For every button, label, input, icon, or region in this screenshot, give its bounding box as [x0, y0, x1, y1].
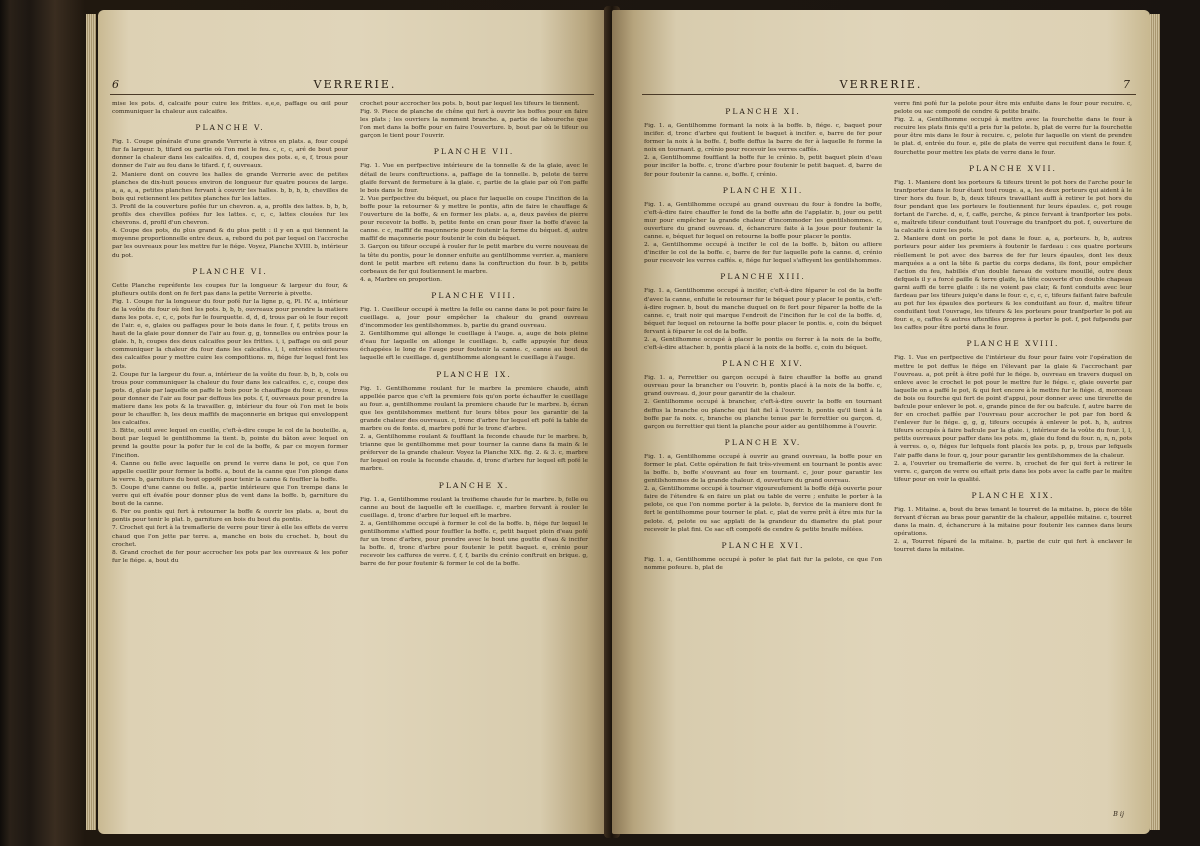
figure-paragraph: 2. Gentilhomme occupé à brancher, c'eft-à-dire ouvrir la boffe en tournant deffus la branche ou planche qui fait fiel à l'ouvrir. b, pontis qu'il tient à la boffe par fa noix. c, branche ou planche tenue par le ferrettier ou garçon. d, garçon ou ferrettier qui tient la planche pour aider au gentilhomme à l'ouvrir. [644, 399, 882, 430]
right-head-rule [642, 94, 1136, 95]
plate-heading: PLANCHE V. [195, 123, 265, 133]
plate-heading: PLANCHE XIII. [720, 272, 806, 282]
plate-heading: PLANCHE XVIII. [966, 339, 1060, 349]
right-page [612, 10, 1150, 834]
figure-paragraph: 2. a, Tourret féparé de la mitaine. b, partie de cuir qui fert à enclaver le tourret dans la mitaine. [894, 539, 1132, 554]
figure-paragraph: 2. a, Gentilhomme roulant & foufflant la feconde chaude fur le marbre. b, trianne que le gentilhomme met pour tourner la canne dans fa main & le préferver de la grande chaleur. Voyez la Planche XIX. fig. 2. & 3. c, marbre fur lequel on roule la feconde chaude. d, tronc d'arbre fur lequel eft pofé le marbre. [360, 434, 588, 473]
figure-paragraph: Fig. 1. Gentilhomme roulant fur le marbre la premiere chaude, ainfi appellée parce que c'eft la premiere fois qu'on porte échauffer le cueillage au four. a, gentilhomme roulant la premiere chaude fur le marbre. b, écran que les gentilshommes mettent fur leurs têtes pour les garantir de la grande chaleur des ouvreaux. c, tronc d'arbre fur lequel eft pofé la table de marbre ou de fonte. d, marbre pofé fur le tronc d'arbre. [360, 385, 588, 432]
right-column-1 [644, 100, 882, 820]
figure-paragraph: 7. Crochet qui fert à la tremaflerie de verre pour tirer à elle les effets de verre chaud que l'on jette par terre. a, manche en bois du crochet. b, bout du crochet. [112, 525, 348, 548]
figure-paragraph: Fig. 9. Piece de planche de chêne qui fert à ouvrir les boffes pour en faire les plats ; les ouvriers la nomment branche. a, partie de laboureche que l'on met dans la boffe pour en faire l'ouverture. b, bout par où le tifeur ou garçon le tient pour l'ouvrir. [360, 109, 588, 140]
left-column-1 [112, 100, 348, 820]
figure-paragraph: 4. Canne ou felle avec laquelle on prend le verre dans le pot, ce que l'on appelle cueillir pour former la boffe. a, bout de la canne que l'on plonge dans le verre. b, garniture du bout oppofé pour tenir la canne & fouffler la boffe. [112, 460, 348, 483]
figure-paragraph: Fig. 1. Maniere dont les porteurs & tifeurs tirent le pot hors de l'arche pour le tranfporter dans le four étant tout rouge. a, a, les deux porteurs qui aident à le tirer hors du four. b, b, deux tifeurs travaillant auffi à retirer le pot hors du four pendant que les porteurs le foutiennent fur leurs épaules. c, pot rouge fortant de l'arche. d, e, f, caffe, perche, & pince fervant à tranfporter les pots. e, maîtrefe tifeur conduifant tout l'ouvrage du tranfport du pot. f, ouverture de la calcaife à cuire les pots. [894, 179, 1132, 235]
left-column-2 [360, 100, 588, 820]
figure-paragraph: 2. a, l'ouvrier ou tremaflerie de verre. b, crochet de fer qui fert à retirer le verre. c, garçon de verre ou eftait pris dans les pots avec la caffe par le maître tifeur pour en voir la qualité. [894, 460, 1132, 483]
figure-paragraph: 5. Coupe d'une canne ou felle. a, partie intérieure que l'on trempe dans le verre qui eft évafée pour donner plus de vent dans la boffe. b, garniture du bout de la canne. [112, 484, 348, 508]
figure-paragraph: 2. a, Gentilhomme foufflant la boffe fur le crénio. b, petit baquet plein d'eau pour incifer la boffe. c, tronc d'arbre pour foutenir le petit baquet. d, barre de fer pour foutenir la canne. e, boffe. f, crénio. [644, 155, 882, 178]
figure-paragraph: Fig. 1. a, Gentilhomme roulant la troifieme chaude fur le marbre. b, felle ou canne au bout de laquelle eft le cueillage. c, marbre fervant à rouler le cueillage. d, tronc d'arbre fur lequel eft le marbre. [360, 496, 588, 519]
right-running-title: VERRERIE. [839, 78, 923, 91]
figure-paragraph: 4. Coupe des pots, du plus grand & du plus petit : il y en a qui tiennent la moyenne proportionnelle entre deux. a, rebord du pot par lequel on l'accroche par les ouvreaux pour les mettre fur le fiége. Voyez, Planche XVIII. b, intérieur du pot. [112, 228, 348, 259]
plate-heading: PLANCHE VII. [433, 147, 515, 157]
figure-paragraph: Fig. 1. a, Gentilhomme occupé à incifer, c'eft-à-dire féparer le col de la boffe d'avec la canne, enfuite le retourner fur le béquet pour y placer le pontis, c'eft-à-dire rogner. b, bout du manche duquel on fe fert pour féparer la boffe de la canne. c, trait noir qui marque l'endroit de l'incifion fur le col de la boffe. d, béquet fur lequel on retourne la boffe pour placer le pontis. e, coin du béquet fervant à féparer le col de la boffe. [644, 288, 882, 335]
figure-paragraph: crochet pour accrocher les pots. b, bout par lequel les tifeurs le tiennent. [360, 101, 580, 107]
left-running-head [98, 74, 612, 96]
figure-paragraph: Fig. 1. a, Ferrettier ou garçon occupé à faire chauffer la boffe au grand ouvreau pour la brancher ou l'ouvrir. b, pontis placé à la noix de la boffe. c, grand ouvreau. d, jour pour garantir de la chaleur. [644, 375, 882, 398]
figure-paragraph: 2. a, Gentilhomme occupé à placer le pontis ou ferrer à la noix de la boffe, c'eft-à-dire attacher. b, pontis placé à la noix de la boffe. c, coin du béquet. [644, 336, 882, 352]
left-page [98, 10, 612, 834]
plate-heading: PLANCHE XVI. [721, 540, 805, 550]
figure-paragraph: 2. Maniere dont on couvre les halles de grande Verrerie avec de petites planches de dix-huit pouces environ de longueur fur quatre pouces de large. a, a, a, a, petites planches fervant à couvrir les halles. b, b, b, b, chevilles de bois qui retiennent les petites planches fur les lattes. [112, 171, 348, 202]
figure-paragraph: 2. a, Gentilhomme occupé à incifer le col de la boffe. b, bâton ou afliere d'incifer le col de la boffe. c, barre de fer fur laquelle pofe la canne. d, crénio pour recevoir les verres caffés. e, fiége fur lequel s'affeyent les gentilshommes. [644, 242, 882, 265]
figure-paragraph: 2. Coupe fur la largeur du four. a, intérieur de la voûte du four. b, b, b, cols ou trous pour communiquer la chaleur du four dans les calcaifes. c, c, coupe des pots. d, glaie par laquelle on paffe le bois pour le chauffage du four. e, e, trous pour donner de l'air au four par deffous les pots. f, f, ouvreaux pour prendre la matiere dans les pots & la travailler. g, intérieur du four où l'on met le bois pour le chauffer. h, les deux maffifs de maçonnerie en brique qui enveloppent les calcaifes. [112, 371, 348, 427]
figure-paragraph: mise les pots. d, calcaife pour cuire les frittes. e,e,e, paffage ou œil pour communiquer la chaleur aux calcaifes. [112, 101, 348, 116]
right-column-2 [894, 100, 1132, 820]
figure-paragraph: Fig. 2. a, Gentilhomme occupé à mettre avec la fourchette dans le four à recuire les plats finis qu'il a pris fur la pelote. b, plat de verre fur la fourchette pour être mis dans le four à recuire. c, pelote fur laquelle on vient de prendre le plat. d, entrée du four. e, pile de plats de verre qui recuifent dans le four. f, fourchette pour mettre les plats de verre dans le four. [894, 117, 1132, 156]
figure-paragraph: Fig. 1. a, Gentilhomme formant la noix à la boffe. b, fiége. c, baquet pour incifer. d, tronc d'arbre qui foutient le baquet à incifer. e, barre de fer pour former la noix à la boffe. f, boffe deffus la barre de fer à laquelle fe forme la noix en tournant. g, crénio pour recevoir les verres caffés. [644, 123, 882, 154]
plate-heading: PLANCHE XII. [722, 185, 804, 195]
plate-heading: PLANCHE XI. [725, 107, 801, 116]
figure-paragraph: 2. Maniere dont on porte le pot dans le four. a, a, porteurs. b, b, autres porteurs pour aider les premiers à foutenir le fardeau : ces quatre porteurs réellement le pot avec des barres de fer fur leurs épaules, dont les deux marquées a a ont la tête & partie du corps dedans, ils font, pour empêcher l'action du feu, habillés d'un double fareau de voiture mouillé, outre deux defquels il y a forcé paille & terre glaife, la tête couverte d'un double chapeau garni auffi de terre glaife : ils ne voient pas clair, & font conduits avec leur fardeau par les tifeurs juiqu'e dans le four. c, c, c, c, tifeurs faifant faire bafcule au pot fur les épaules des porteurs & les conduifant au four. d, maître tifeur conduifant tout l'ouvrage, les tifeurs & les porteurs pour tranfporter le pot au four. e, e, caffes & autres uftenfiles propres à porter le pot. f, pot fufpendu par les caffes pour être porté dans le four. [894, 236, 1132, 332]
left-head-rule [110, 94, 594, 95]
plate-heading: PLANCHE X. [438, 480, 510, 490]
signature-mark: B ij [1113, 810, 1124, 818]
left-page-number: 6 [112, 78, 121, 91]
plate-heading: PLANCHE XVII. [969, 163, 1057, 173]
figure-paragraph: 6. Fer ou pontis qui fert à retourner la boffe & ouvrir les plats. a, bout du pontis pour tenir le plat. b, garniture en bois du bout du pontis. [112, 509, 348, 524]
plate-heading: PLANCHE XIX. [971, 490, 1055, 500]
right-page-number: 7 [1123, 78, 1132, 91]
figure-paragraph: verre fini pofé fur la pelote pour être mis enfuite dans le four pour recuire. c, pelote ou sac compofé de cendre & petite braife. [894, 101, 1132, 116]
figure-paragraph: Fig. 1. a, Gentilhomme occupé à ouvrir au grand ouvreau, la boffe pour en former le plat. Cette opération fe fait très-vivement en tournant le pontis avec la boffe. b, boffe s'ouvrant au four en tournant. c, jour pour garantir les gentilshommes de la grande chaleur. d, ouverture du grand ouvreau. [644, 453, 882, 485]
figure-paragraph: Fig. 1. Coupe générale d'une grande Verrerie à vitres en plats. a, four coupé fur fa largeur. b, tifard ou partie où l'on met le feu. c, c, c, aré de bout pour donner la chaleur dans les calcaifes. d, d, coupes des pots. e, e, f, trous pour donner de l'air au feu dans le tifard. f, f, ouvreaux. [112, 139, 348, 170]
plate-heading: PLANCHE IX. [436, 369, 512, 379]
figure-paragraph: Fig. 1. a, Gentilhomme occupé au grand ouvreau du four à fondre la boffe, c'eft-à-dire faire chauffer le fond de la boffe afin de l'applatir. b, jour ou petit mur pour empêcher la grande chaleur d'incommoder les gentilshommes. c, ouverture du grand ouvreau. d, échancrure faite à la joue pour foutenir la canne. e, béquet fur lequel on retourne la boffe pour placer le pontis. [644, 201, 882, 241]
figure-paragraph: 3. Profil de la couverture pofée fur un chevron. a, a, profils des lattes. b, b, b, profils des chevilles pofées fur les lattes. c, c, c, lattes clouées fur les chevrons. d, profil d'un chevron. [112, 203, 348, 227]
figure-paragraph: 2. Gentilhomme qui allonge le cueillage à l'auge. a, auge de bois pleine d'eau fur laquelle on allonge le cueillage. b, caffe appuyée fur deux échappées le long de l'auge pour foutenir la canne. c, canne au bout de laquelle eft le cueillage. d, gentilhomme alongeant le cueillage à l'auge. [360, 331, 588, 362]
plate-heading: PLANCHE VI. [192, 266, 268, 276]
figure-paragraph: Fig. 1. a, Gentilhomme occupé à pofer le plat fait fur la pelote, ce que l'on nomme pofeure. b, plat de [644, 556, 882, 571]
plate-heading: PLANCHE XV. [724, 437, 802, 447]
figure-paragraph: 4. a, Marbre en proportion. [360, 276, 442, 283]
left-running-title: VERRERIE. [313, 78, 397, 91]
figure-paragraph: Fig. 1. Vue en perfpective intérieure de la tonnelle & de la glaie, avec le détail de leurs conftructions. a, paffage de la tonnelle. b, pelote de terre glaife fervant de fermeture à la glaie. c, partie de la glaie par où l'on paffe le bois dans le four. [360, 163, 588, 194]
figure-paragraph: 3. Garçon ou tifeur occupé à rouler fur le petit marbre du verre nouveau de la tête du pontis, pour le donner enfuite au gentilhomme verrier. a, maniere dont le petit marbre eft retenu dans la conftruction du four. b b, petits corbeaux de fer qui foutiennent le marbre. [360, 244, 588, 275]
figure-paragraph: Fig. 1. Mitaine. a, bout du bras tenant le tourret de la mitaine. b, piece de tôle fervant d'écran au bras pour garantir de la chaleur, appellée mitaine. c, tourret dans la main. d, échancrure à la mitaine pour foutenir les cannes dans leurs opérations. [894, 506, 1132, 538]
right-running-head [612, 74, 1150, 96]
figure-paragraph: 2. a, Gentilhomme occupé à tourner vigoureufement la boffe déjà ouverte pour faire de l'étendre & en faire un plat ou table de verre ; enfuite le porter à la pelote, ce que l'on nomme porter à la pelote. b, fervice de la maniere dont fe fert le gentilhomme pour tourner le plat. c, plat de verre prêt à être mis fur la pelote. d, pelote ou sac applati de la grandeur du diametre du plat pour recevoir le plat fini. Ce sac eft compofé de cendre & petite braife mêlées. [644, 486, 882, 533]
right-fore-edge [1150, 14, 1160, 830]
plate-heading: PLANCHE XIV. [722, 359, 804, 369]
figure-paragraph: Fig. 1. Cueilleur occupé à mettre la felle ou canne dans le pot pour faire le cueillage. a, jour pour empêcher la chaleur du grand ouvreau d'incommoder les gentilshommes. b, partie du grand ouvreau. [360, 306, 588, 330]
figure-paragraph: Cette Planche repréfente les coupes fur la longueur & largeur du four, & plufieurs outils dont on fe fert pas dans la petite Verrerie à pivette. [112, 282, 348, 297]
figure-paragraph: 2. a, Gentilhomme occupé à former le col de la boffe. b, fiége fur lequel le gentilhomme s'affied pour fouffler la boffe. c, petit baquet plein d'eau pofé fur un tronc d'arbre, pour prendre avec le bout une goutte d'eau & incifer la boffe. d, tronc d'arbre pour foutenir le petit baquet. e, crénio pour recevoir les caffures de verre. f, f, f, barils du crénio conftruit en brique. g, barre de fer pour foutenir & former le col de la boffe. [360, 520, 588, 568]
figure-paragraph: Fig. 1. Coupe fur la longueur du four pofé fur la ligne p, q, Pl. IV. a, intérieur de la voûte du four où font les pots. b, b, b, ouvreaux pour prendre la matiere dans les pots. c, c, c, pots fur le fourquette. d, d, d, trous par où le four reçoit de l'air. e, e, glaies ou paffages pour le bois dans le four. f, f, petits trous en haut de la glaie pour donner de l'air au four. g, g, tonnelles ou entrées pour la glaie. h, h, coupes des deux calcaifes pour les frittes. i, i, paffage ou œil pour communiquer la chaleur du four dans les calcaifes. l, l, entrées extérieures des calcaifes pour y mettre cuire les compofitions. m, fiége fur lequel font les pots. [112, 298, 348, 370]
figure-paragraph: 8. Grand crochet de fer pour accrocher les pots par les ouvreaux & les pofer fur le fiége. a, bout du [112, 549, 348, 564]
plate-heading: PLANCHE VIII. [431, 290, 517, 300]
figure-paragraph: Fig. 1. Vue en perfpective de l'intérieur du four pour faire voir l'opération de mettre le pot deffus le fiége en l'élevant par la glaie & l'accrochant par l'ouvreau. a, pot prêt à être pofé fur le fiége. b, ouvreau en travers duquel on enleve avec le crochet le pot pour le mettre fur le fiége. c, glaie ouverte par laquelle on a paffé le pot, & qui fert encore à le mettre fur le fiége. d, morceau de bois ou fourche qui fert de point d'appui, pour donner avec une tirerette de bafcule pour enlever le pot. e, grande pince de fer ou bafcule. f, autre barre de fer en crochet paffée par l'ouvreau pour accrocher le pot par fon bord & l'enlever fur le fiége. g, g, g, tifeurs occupés à enlever le pot. h, h, autres tifeurs occupés à faire bafcule par la glaie. i, intérieur de la voûte du four. l, l, petits ouvreaux pour paffer dans les pots. m, glaie du fond du four. n, n, n, pots à verres. o, o, fiéges fur lefquels font placés les pots. p, p, trous par lefquels l'air paffe dans le four. q, jour pour garantir les gentilshommes de la chaleur. [894, 355, 1132, 459]
left-fore-edge [86, 14, 96, 830]
figure-paragraph: 2. Vue perfpective du béquet, ou place fur laquelle on coupe l'incifion de la boffe pour la retourner & y mettre le pontis, afin de faire le chauffage & l'ouverture de la boffe, & en former les plats. a, a, deux pavées de pierre pour recevoir la boffe. b, petite fente en cran pour fixer la boffe d'avec la canne. c c, maffif de maçonnerie pour foutenir la forme du béquet. d, autre maffif de maçonnerie pour foutenir le coin du béquet. [360, 195, 588, 243]
figure-paragraph: 3. Bitte, outil avec lequel on cueille, c'eft-à-dire coupe le col de la bouteille. a, bout par lequel le gentilhomme la tient. b, pointe du bâton avec lequel on prend la goutte pour la pofer fur le col de la boffe, & par ce moyen former l'incifion. [112, 428, 348, 459]
